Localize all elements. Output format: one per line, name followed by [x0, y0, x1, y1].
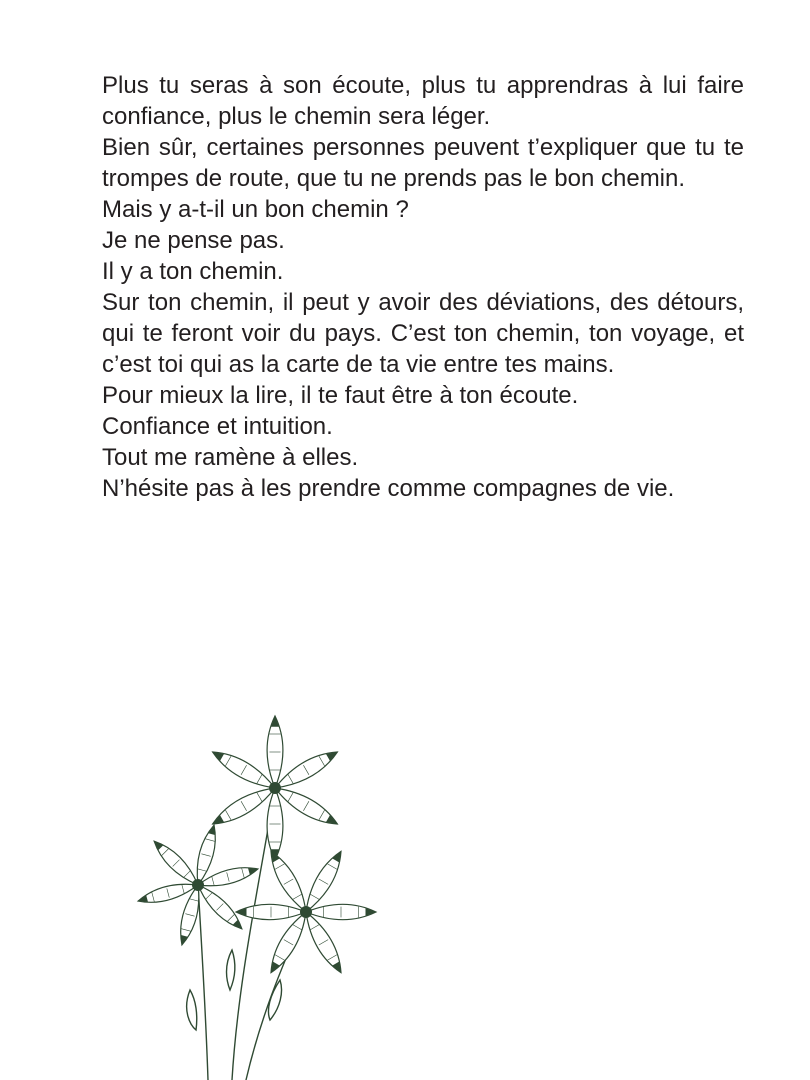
paragraph-1: Plus tu seras à son écoute, plus tu apprendras à lui faire confiance, plus le chemin sera léger. [102, 72, 744, 130]
paragraph-2: Bien sûr, certaines personnes peuvent t’expliquer que tu te trompes de route, que tu ne prends pas le bon chemin. [102, 134, 744, 192]
flowers-sketch-icon [120, 680, 400, 1080]
paragraph-8: Confiance et intuition. [102, 413, 333, 440]
paragraph-6: Sur ton chemin, il peut y avoir des déviations, des détours, qui te feront voir du pays. C’est ton chemin, ton voyage, et c’est toi qui as la carte de ta vie entre tes mains. [102, 289, 744, 378]
paragraph-5: Il y a ton chemin. [102, 258, 284, 285]
paragraph-7: Pour mieux la lire, il te faut être à ton écoute. [102, 382, 579, 409]
paragraph-4: Je ne pense pas. [102, 227, 285, 254]
paragraph-10: N’hésite pas à les prendre comme compagnes de vie. [102, 475, 675, 502]
body-text [102, 70, 744, 504]
paragraph-9: Tout me ramène à elles. [102, 444, 359, 471]
paragraph-3: Mais y a-t-il un bon chemin ? [102, 196, 409, 223]
